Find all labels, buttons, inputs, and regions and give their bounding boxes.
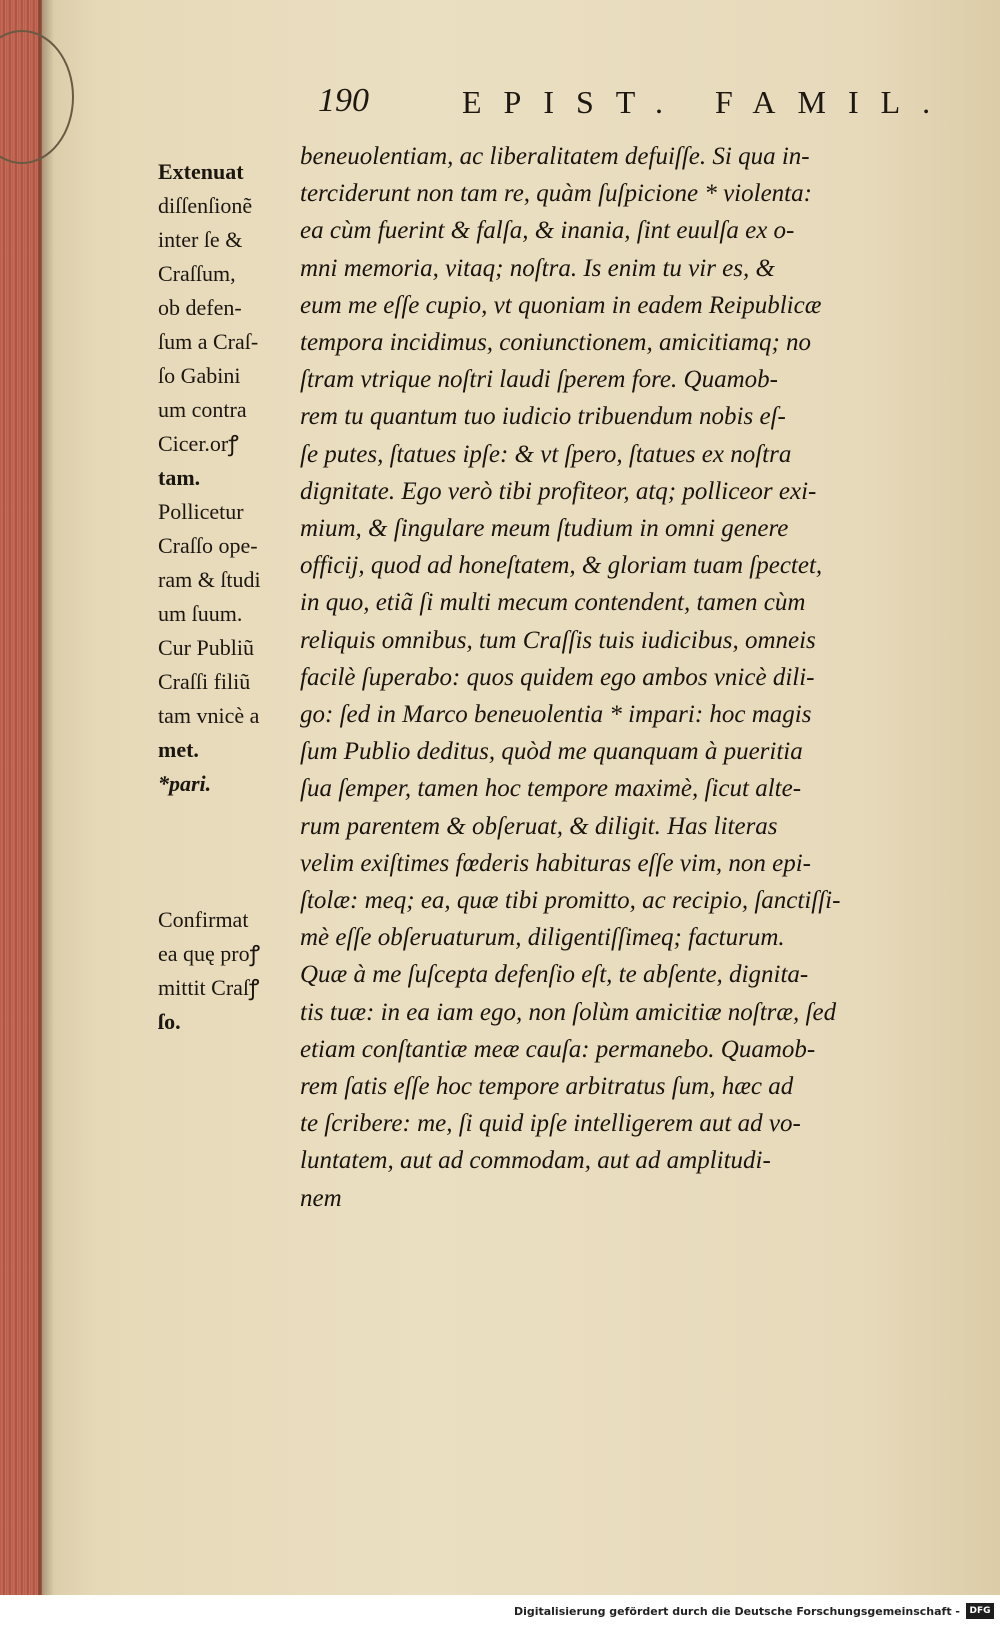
body-line: go: ſed in Marco beneuolentia * impari: hoc magis [300,701,812,729]
margin-note-line: Extenuat [158,159,244,184]
digitization-credit: Digitalisierung gefördert durch die Deutsche Forschungsgemeinschaft - [513,1605,960,1618]
margin-note-line: ſo. [158,1009,181,1034]
body-line: ea cùm fuerint & falſa, & inania, ſint euulſa ex o- [300,217,795,245]
body-line: Quæ à me ſuſcepta defenſio eſt, te abſente, dignita- [300,961,809,989]
margin-note-line: ob defen- [158,295,242,320]
running-head: EPIST. FAMIL. [462,84,953,120]
body-line: rum parentem & obſeruat, & diligit. Has literas [300,812,778,840]
margin-note-line [158,869,308,903]
margin-note-line: *pari. [158,771,212,796]
body-line: terciderunt non tam re, quàm ſuſpicione * violenta: [300,180,812,208]
margin-note-line: inter ſe & [158,227,243,252]
body-line: rem tu quantum tuo iudicio tribuendum nobis eſ- [300,403,786,431]
body-line: tis tuæ: in ea iam ego, non ſolùm amicitiæ noſtræ, ſed [300,998,837,1026]
book-edge [0,0,42,1595]
gutter-shadow [38,0,54,1595]
margin-note-line: Craſſo ope- [158,533,258,558]
page-header [0,82,1000,132]
body-line: ſtram vtrique noſtri laudi ſperem fore. Quamob- [300,366,778,394]
body-line: reliquis omnibus, tum Craſſis tuis iudicibus, omneis [300,626,816,654]
margin-note-line: ea quę proꝭ [158,941,261,966]
margin-note-line: um ſuum. [158,601,243,626]
margin-note-line [158,801,308,835]
body-line: ſum Publio deditus, quòd me quanquam à pueritia [300,738,803,766]
footer-bar [0,1595,1000,1630]
body-line: eum me eſſe cupio, vt quoniam in eadem Reipublicæ [300,291,822,319]
body-line: velim exiſtimes fœderis habituras eſſe vim, non epi- [300,849,812,877]
body-line: beneuolentiam, ac liberalitatem defuiſſe. Si qua in- [300,143,810,170]
margin-note-line: um contra [158,397,247,422]
margin-note-line: Pollicetur [158,499,244,524]
margin-note-line: ram & ſtudi [158,567,261,592]
margin-note-line: Cur Publiũ [158,635,254,660]
body-line: in quo, etiã ſi multi mecum contendent, tamen cùm [300,589,806,617]
margin-note-line: Cicer.orꝭ [158,431,239,456]
margin-note-line: tam vnicè a [158,703,260,728]
body-line: luntatem, aut ad commodam, aut ad amplitudi- [300,1147,771,1175]
margin-note-line [158,835,308,869]
body-line: rem ſatis eſſe hoc tempore arbitratus ſum, hæc ad [300,1073,794,1101]
body-line: etiam conſtantiæ meæ cauſa: permanebo. Quamob- [300,1035,816,1063]
margin-note-line: mittit Craſꝭ [158,975,260,1000]
margin-note-line: ſo Gabini [158,363,241,388]
body-line: tempora incidimus, coniunctionem, amicitiamq; no [300,329,812,357]
margin-note-line: tam. [158,465,201,490]
margin-note-line: Craſſum, [158,261,236,286]
body-line: facilè ſuperabo: quos quidem ego ambos vnicè dili- [300,663,815,691]
margin-note-line: diſſenſionẽ [158,193,253,218]
body-line: ſua ſemper, tamen hoc tempore maximè, ſicut alte- [300,775,802,803]
body-line: officij, quod ad honeſtatem, & gloriam tuam ſpectet, [300,552,823,580]
body-text [300,138,990,1217]
margin-notes [158,155,308,1039]
body-line: dignitate. Ego verò tibi profiteor, atq; polliceor exi- [300,477,817,505]
margin-note-line: met. [158,737,199,762]
body-line: nem [300,1184,342,1212]
margin-note-line: Craſſi filiũ [158,669,251,694]
margin-note-line: Confirmat [158,907,249,932]
body-line: mium, & ſingulare meum ſtudium in omni genere [300,515,789,543]
body-line: ſtolæ: meq; ea, quæ tibi promitto, ac recipio, ſanctiſſi- [300,887,841,915]
body-line: ſe putes, ſtatues ipſe: & vt ſpero, ſtatues ex noſtra [300,440,792,468]
margin-note-line: ſum a Craſ- [158,329,259,354]
body-line: te ſcribere: me, ſi quid ipſe intelligerem aut ad vo- [300,1110,801,1138]
dfg-logo: DFG [966,1603,994,1619]
body-line: mni memoria, vitaq; noſtra. Is enim tu vir es, & [300,254,775,282]
body-line: mè eſſe obſeruaturum, diligentiſſimeq; facturum. [300,924,785,952]
page-number: 190 [318,82,369,119]
